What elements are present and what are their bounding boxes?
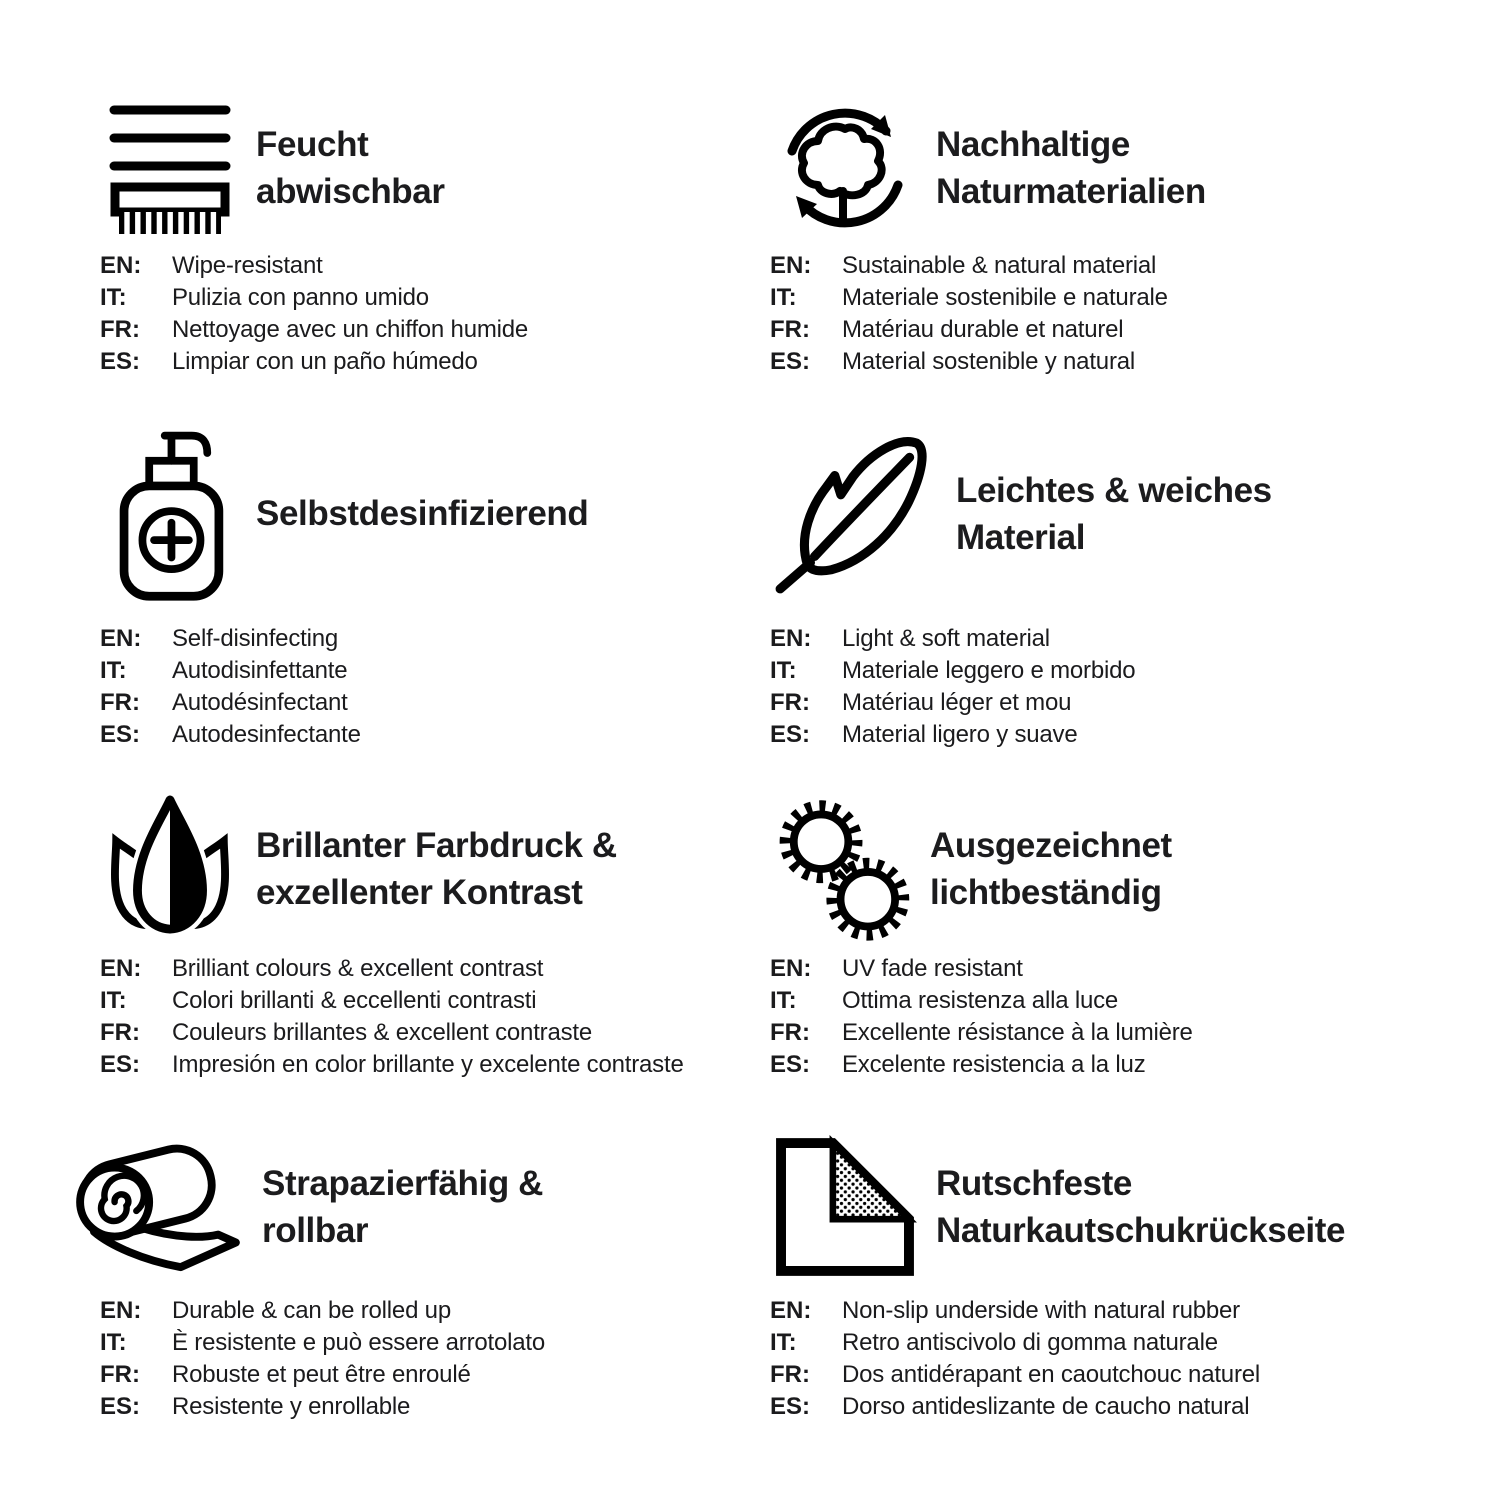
translation-list [100,1295,770,1423]
translation-text: Ottima resistenza alla luce [842,987,1119,1014]
feature-head [770,786,1470,951]
feature-head [770,88,1470,248]
lang-label: ES: [100,1393,141,1420]
lang-label: EN: [770,1297,812,1324]
lang-label: IT: [100,657,127,684]
title-line: abwischbar [256,172,445,211]
translation-text: Nettoyage avec un chiffon humide [172,316,529,343]
suns-icon [770,793,914,945]
feature-wipe-resistant [100,88,770,406]
feature-head [770,406,1470,621]
translation-text: Durable & can be rolled up [172,1297,451,1324]
translation-row [100,719,770,751]
lang-label: EN: [100,625,142,652]
lang-label: IT: [100,987,127,1014]
title-line: Brillanter Farbdruck & [256,825,617,865]
translation-row [100,1295,770,1327]
lang-label: IT: [770,657,797,684]
lang-label: FR: [770,689,810,716]
translation-list [100,250,770,378]
translation-row [100,1017,770,1049]
brush-icon [100,100,240,236]
ink-drops-icon [100,794,240,944]
translation-row [770,346,1470,378]
lang-label: FR: [770,316,810,343]
soap-dispenser-icon [100,424,240,604]
translation-row [100,1049,770,1081]
translation-text: Autodésinfectant [172,689,348,716]
lang-label: EN: [770,625,812,652]
title-line: exzellenter Kontrast [256,872,583,912]
lang-label: FR: [100,1361,140,1388]
translation-row [770,314,1470,346]
ink-drops-icon-graphic [101,794,239,944]
translation-list [770,250,1470,378]
rolled-mat-icon [100,1137,246,1277]
lang-label: EN: [770,955,812,982]
title-line: Ausgezeichnet [930,825,1172,865]
translation-text: È resistente e può essere arrotolato [172,1329,546,1356]
translation-text: Materiale sostenibile e naturale [842,284,1168,311]
translation-row [770,985,1470,1017]
translation-row [770,719,1470,751]
folded-corner-icon [770,1132,920,1282]
translation-row [100,250,770,282]
translation-row [770,953,1470,985]
translation-row [770,250,1470,282]
lang-label: ES: [770,1051,811,1078]
feature-brilliant-colours [100,786,770,1121]
translation-row [100,1359,770,1391]
translation-text: Excellente résistance à la lumière [842,1019,1193,1046]
translation-list [770,953,1470,1081]
translation-list [770,1295,1470,1423]
lang-label: ES: [770,1393,811,1420]
translation-row [770,1295,1470,1327]
title-line: Rutschfeste [936,1164,1132,1203]
translation-text: Sustainable & natural material [842,252,1157,279]
feature-title [256,822,617,916]
lang-label: ES: [100,348,141,375]
lang-label: IT: [770,987,797,1014]
translation-text: Self-disinfecting [172,625,339,652]
feather-icon-graphic [770,429,940,599]
translation-row [100,953,770,985]
translation-text: Excelente resistencia a la luz [842,1051,1146,1078]
lang-label: FR: [100,1019,140,1046]
lang-label: EN: [100,955,142,982]
translation-text: Dorso antideslizante de caucho natural [842,1393,1250,1420]
translation-text: Materiale leggero e morbido [842,657,1136,684]
translation-text: Non-slip underside with natural rubber [842,1297,1240,1324]
translation-text: Wipe-resistant [172,252,323,279]
lang-label: FR: [100,316,140,343]
translation-row [100,623,770,655]
translation-row [100,314,770,346]
feature-title [262,1160,543,1254]
feature-title [930,822,1172,916]
title-line: Strapazierfähig & [262,1164,544,1203]
suns-icon-graphic [771,793,913,945]
translation-list [100,623,770,751]
title-line: rollbar [262,1211,369,1250]
lang-label: IT: [100,284,127,311]
translation-text: Dos antidérapant en caoutchouc naturel [842,1361,1261,1388]
translation-row [100,346,770,378]
translation-row [770,687,1470,719]
translation-text: Material ligero y suave [842,721,1078,748]
feature-self-disinfecting [100,406,770,786]
translation-row [770,1391,1470,1423]
translation-row [770,1017,1470,1049]
title-line: Nachhaltige [936,125,1130,164]
translation-row [770,1049,1470,1081]
translation-row [100,282,770,314]
feature-head [100,406,770,621]
title-line: Naturkautschukrückseite [936,1211,1346,1250]
feature-light-soft-material [770,406,1470,786]
folded-corner-icon-graphic [770,1132,920,1282]
translation-text: Limpiar con un paño húmedo [172,348,478,375]
translation-row [100,1327,770,1359]
rolled-mat-icon-graphic [70,1137,246,1277]
translation-text: Autodisinfettante [172,657,348,684]
translation-row [100,655,770,687]
translation-text: Retro antiscivolo di gomma naturale [842,1329,1218,1356]
feature-title [936,121,1206,215]
translation-row [770,655,1470,687]
translation-text: Impresión en color brillante y excelente contraste [172,1051,684,1078]
lang-label: FR: [770,1361,810,1388]
lang-label: IT: [770,1329,797,1356]
lang-label: ES: [100,721,141,748]
translation-text: Matériau léger et mou [842,689,1072,716]
feature-head [100,88,770,248]
feature-title [256,121,445,215]
lang-label: FR: [100,689,140,716]
translation-text: Pulizia con panno umido [172,284,429,311]
brush-icon-graphic [102,100,238,236]
lang-label: ES: [770,721,811,748]
translation-text: Robuste et peut être enroulé [172,1361,471,1388]
translation-row [770,1327,1470,1359]
feature-durable-rollable [100,1121,770,1481]
translation-text: Couleurs brillantes & excellent contraste [172,1019,593,1046]
lang-label: ES: [100,1051,141,1078]
translation-text: Colori brillanti & eccellenti contrasti [172,987,537,1014]
recycle-tree-icon [770,93,920,243]
feature-title [256,490,588,537]
translation-row [100,985,770,1017]
lang-label: IT: [770,284,797,311]
feature-head [100,786,770,951]
feature-head [770,1121,1470,1293]
translation-text: Material sostenible y natural [842,348,1136,375]
feature-head [100,1121,770,1293]
translation-row [100,687,770,719]
lang-label: EN: [100,1297,142,1324]
title-line: Naturmaterialien [936,172,1206,211]
title-line: Material [956,517,1086,557]
lang-label: IT: [100,1329,127,1356]
translation-text: UV fade resistant [842,955,1023,982]
translation-text: Matériau durable et naturel [842,316,1124,343]
title-line: Selbstdesinfizierend [256,494,589,533]
soap-dispenser-icon-graphic [114,424,227,604]
feature-title [936,1160,1345,1254]
translation-list [770,623,1470,751]
translation-text: Resistente y enrollable [172,1393,411,1420]
lang-label: EN: [770,252,812,279]
feature-light-resistant [770,786,1470,1121]
title-line: lichtbeständig [930,872,1162,912]
translation-text: Light & soft material [842,625,1050,652]
translation-row [770,1359,1470,1391]
feature-grid [100,88,1470,1481]
feather-icon [770,429,940,599]
lang-label: ES: [770,348,811,375]
feature-non-slip-backing [770,1121,1470,1481]
translation-row [100,1391,770,1423]
translation-text: Brilliant colours & excellent contrast [172,955,544,982]
feature-title [956,467,1272,561]
lang-label: EN: [100,252,142,279]
title-line: Leichtes & weiches [956,470,1272,510]
translation-list [100,953,770,1081]
recycle-tree-icon-graphic [770,93,920,243]
translation-text: Autodesinfectante [172,721,361,748]
title-line: Feucht [256,125,369,164]
lang-label: FR: [770,1019,810,1046]
translation-row [770,282,1470,314]
feature-sustainable-material [770,88,1470,406]
translation-row [770,623,1470,655]
